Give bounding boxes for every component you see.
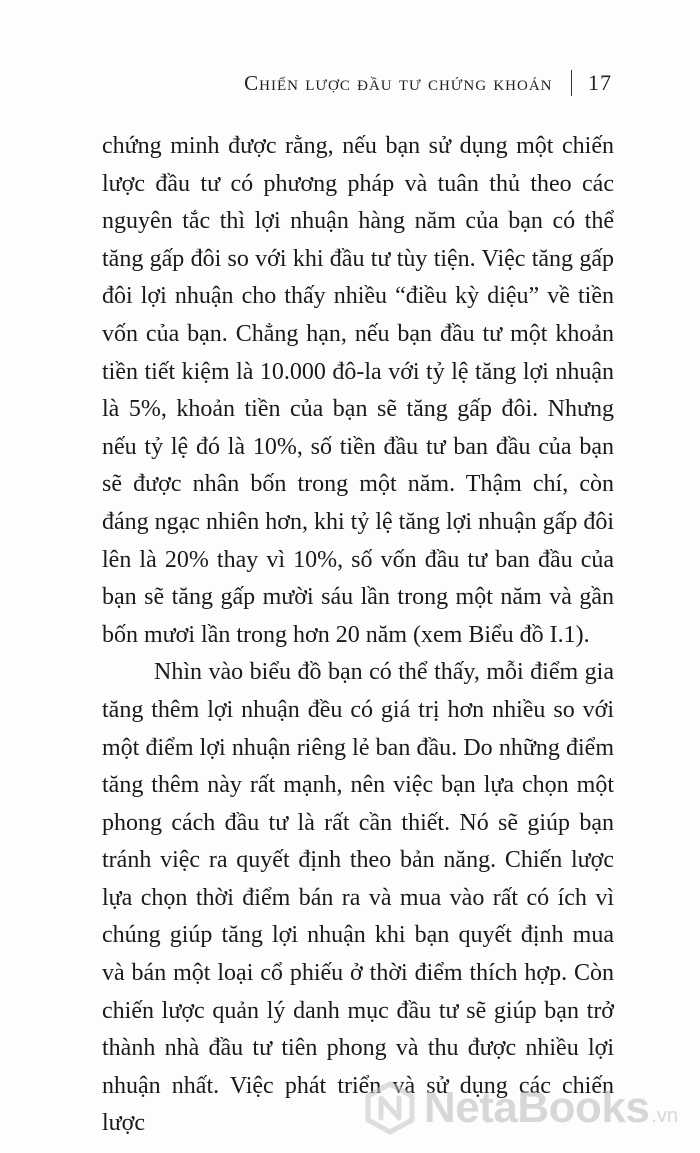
page-number: 17 — [588, 70, 612, 95]
watermark-brand: NetaBooks — [424, 1083, 650, 1132]
paragraph-2: Nhìn vào biểu đồ bạn có thể thấy, mỗi điểm gia tăng thêm lợi nhuận đều có giá trị hơn nhiều so với một điểm lợi nhuận riêng lẻ ban đầu. Do những điểm tăng thêm này rất mạnh, nên việc bạn lựa chọn một phong cách đầu tư là rất cần thiết. Nó sẽ giúp bạn tránh việc ra quyết định theo bản năng. Chiến lược lựa chọn thời điểm bán ra và mua vào rất có ích vì chúng giúp tăng lợi nhuận khi bạn quyết định mua và bán một loại cổ phiếu ở thời điểm thích hợp. Còn chiến lược quản lý danh mục đầu tư sẽ giúp bạn trở thành nhà đầu tư tiên phong và thu được nhiều lợi nhuận nhất. Việc phát triển và sử dụng các chiến lược — [102, 659, 614, 1137]
chapter-title: Chiến lược đầu tư chứng khoán — [244, 70, 553, 95]
watermark — [362, 1080, 678, 1136]
netabooks-logo-icon — [362, 1080, 418, 1136]
watermark-suffix: .vn — [651, 1105, 679, 1127]
header-divider — [571, 70, 573, 96]
body-text — [102, 128, 614, 1143]
running-header — [244, 70, 612, 96]
paragraph-1: chứng minh được rằng, nếu bạn sử dụng một chiến lược đầu tư có phương pháp và tuân thủ theo các nguyên tắc thì lợi nhuận hàng năm của bạn có thể tăng gấp đôi so với khi đầu tư tùy tiện. Việc tăng gấp đôi lợi nhuận cho thấy nhiều “điều kỳ diệu” về tiền vốn của bạn. Chẳng hạn, nếu bạn đầu tư một khoản tiền tiết kiệm là 10.000 đô-la với tỷ lệ tăng lợi nhuận là 5%, khoản tiền của bạn sẽ tăng gấp đôi. Nhưng nếu tỷ lệ đó là 10%, số tiền đầu tư ban đầu của bạn sẽ được nhân bốn trong một năm. Thậm chí, còn đáng ngạc nhiên hơn, khi tỷ lệ tăng lợi nhuận gấp đôi lên là 20% thay vì 10%, số vốn đầu tư ban đầu của bạn sẽ tăng gấp mười sáu lần trong một năm và gần bốn mươi lần trong hơn 20 năm (xem Biểu đồ I.1). — [102, 133, 614, 648]
